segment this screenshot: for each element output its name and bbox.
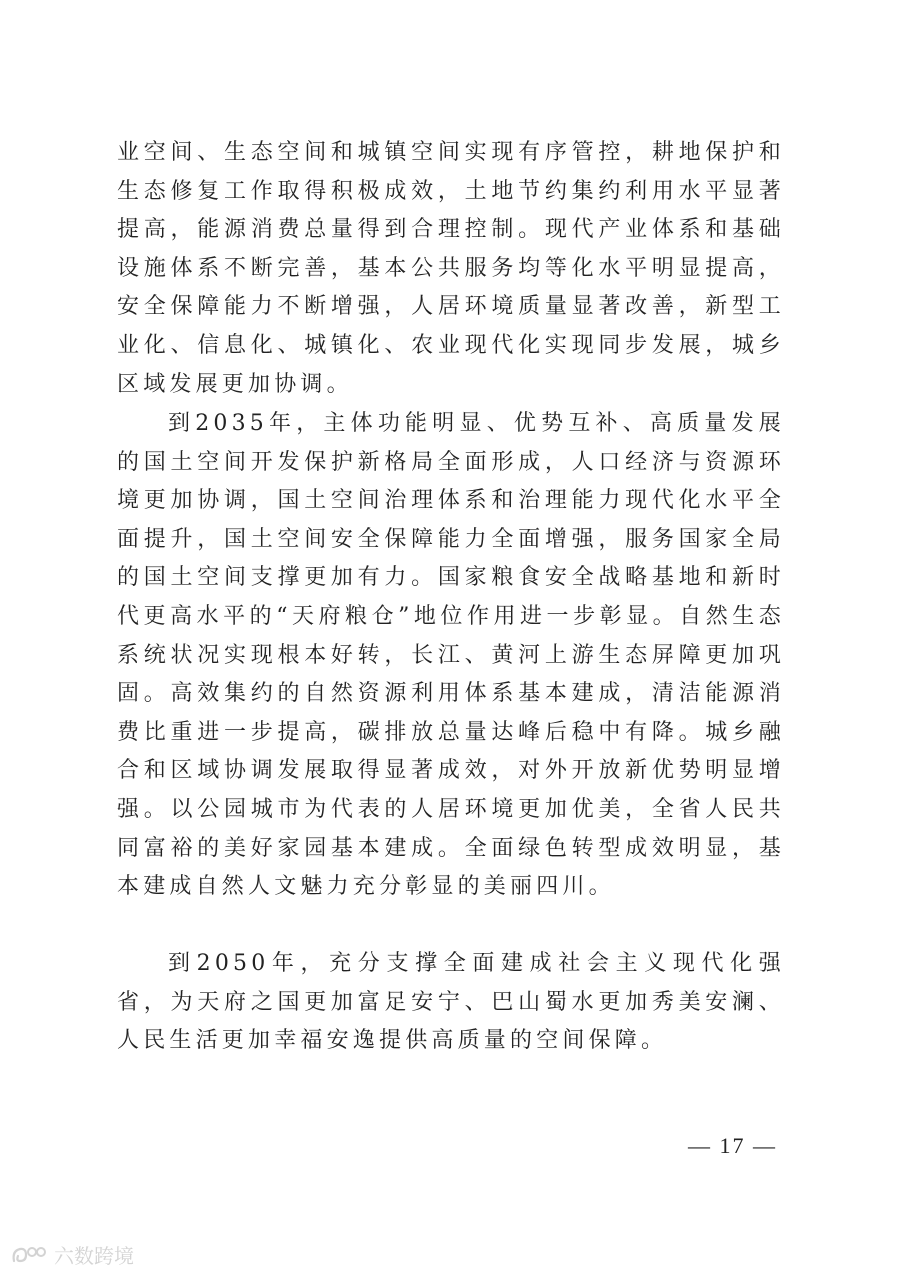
- watermark: [10, 1240, 134, 1269]
- watermark-text: 六数跨境: [54, 1244, 134, 1268]
- watermark-logo-icon: [10, 1243, 50, 1267]
- paragraph-3: 到2050年，充分支撑全面建成社会主义现代化强省，为天府之国更加富足安宁、巴山蜀水更加秀美安澜、人民生活更加幸福安逸提供高质量的空间保障。: [117, 951, 785, 1054]
- paragraph-1: 业空间、生态空间和城镇空间实现有序管控，耕地保护和生态修复工作取得积极成效，土地节约集约利用水平显著提高，能源消费总量得到合理控制。现代产业体系和基础设施体系不断完善，基本公共服务均等化水平明显提高，安全保障能力不断增强，人居环境质量显著改善，新型工业化、信息化、城镇化、农业现代化实现同步发展，城乡区域发展更加协调。: [117, 140, 785, 397]
- page-number: — 17 —: [688, 1133, 777, 1158]
- paragraph-2: 到2035年，主体功能明显、优势互补、高质量发展的国土空间开发保护新格局全面形成，人口经济与资源环境更加协调，国土空间治理体系和治理能力现代化水平全面提升，国土空间安全保障能力全面增强，服务国家全局的国土空间支撑更加有力。国家粮食安全战略基地和新时代更高水平的“天府粮仓”地位作用进一步彰显。自然生态系统状况实现根本好转，长江、黄河上游生态屏障更加巩固。高效集约的自然资源利用体系基本建成，清洁能源消费比重进一步提高，碳排放总量达峰后稳中有降。城乡融合和区域协调发展取得显著成效，对外开放新优势明显增强。以公园城市为代表的人居环境更加优美，全省人民共同富裕的美好家园基本建成。全面绿色转型成效明显，基本建成自然人文魅力充分彰显的美丽四川。: [117, 411, 785, 900]
